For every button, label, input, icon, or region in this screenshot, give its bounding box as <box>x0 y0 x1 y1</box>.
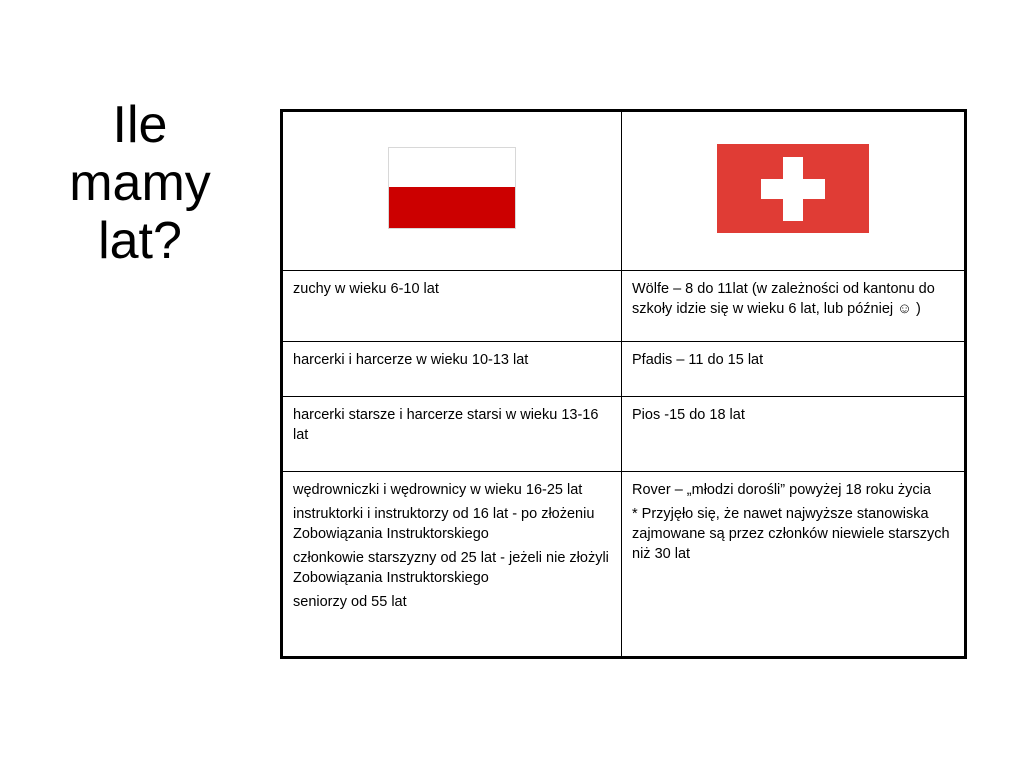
cell-text: harcerki i harcerze w wieku 10-13 lat <box>293 352 529 368</box>
table-row <box>282 271 966 342</box>
cell-text: Pfadis – 11 do 15 lat <box>632 352 764 368</box>
table-cell-switzerland <box>622 472 966 658</box>
poland-flag-icon <box>388 147 516 229</box>
flag-row <box>282 111 966 271</box>
cell-text: harcerki starsze i harcerze starsi w wieku 13-16 lat <box>293 407 599 443</box>
cell-text: instruktorki i instruktorzy od 16 lat - po złożeniu Zobowiązania Instruktorskiego <box>293 506 595 542</box>
slide-title <box>40 96 240 270</box>
table-cell-poland <box>282 397 622 472</box>
cell-text: seniorzy od 55 lat <box>293 594 407 610</box>
cell-text: Wölfe – 8 do 11lat (w zależności od kantonu do szkoły idzie się w wieku 6 lat, lub później ☺ ) <box>632 281 935 317</box>
table-cell-poland <box>282 342 622 397</box>
cell-text: Pios -15 do 18 lat <box>632 407 745 423</box>
age-comparison-table <box>280 109 967 659</box>
cell-text: Rover – „młodzi dorośli” powyżej 18 roku życia <box>632 482 931 498</box>
cell-text: zuchy w wieku 6-10 lat <box>293 281 439 297</box>
switzerland-flag-icon <box>717 144 869 233</box>
table-cell-switzerland <box>622 271 966 342</box>
cell-text: wędrowniczki i wędrownicy w wieku 16-25 lat <box>293 482 583 498</box>
table-cell-switzerland <box>622 342 966 397</box>
table-cell-poland <box>282 271 622 342</box>
table-cell-poland <box>282 472 622 658</box>
title-line: Ile <box>112 96 168 154</box>
table-row <box>282 342 966 397</box>
table-cell-switzerland <box>622 397 966 472</box>
cell-text: * Przyjęło się, że nawet najwyższe stanowiska zajmowane są przez członków niewiele starszych niż 30 lat <box>632 506 950 562</box>
cell-text: członkowie starszyzny od 25 lat - jeżeli nie złożyli Zobowiązania Instruktorskiego <box>293 550 609 586</box>
title-line: lat? <box>98 212 182 270</box>
table-row <box>282 397 966 472</box>
table-row <box>282 472 966 658</box>
switzerland-flag-cell <box>622 111 966 271</box>
title-line: mamy <box>69 154 211 212</box>
poland-flag-cell <box>282 111 622 271</box>
